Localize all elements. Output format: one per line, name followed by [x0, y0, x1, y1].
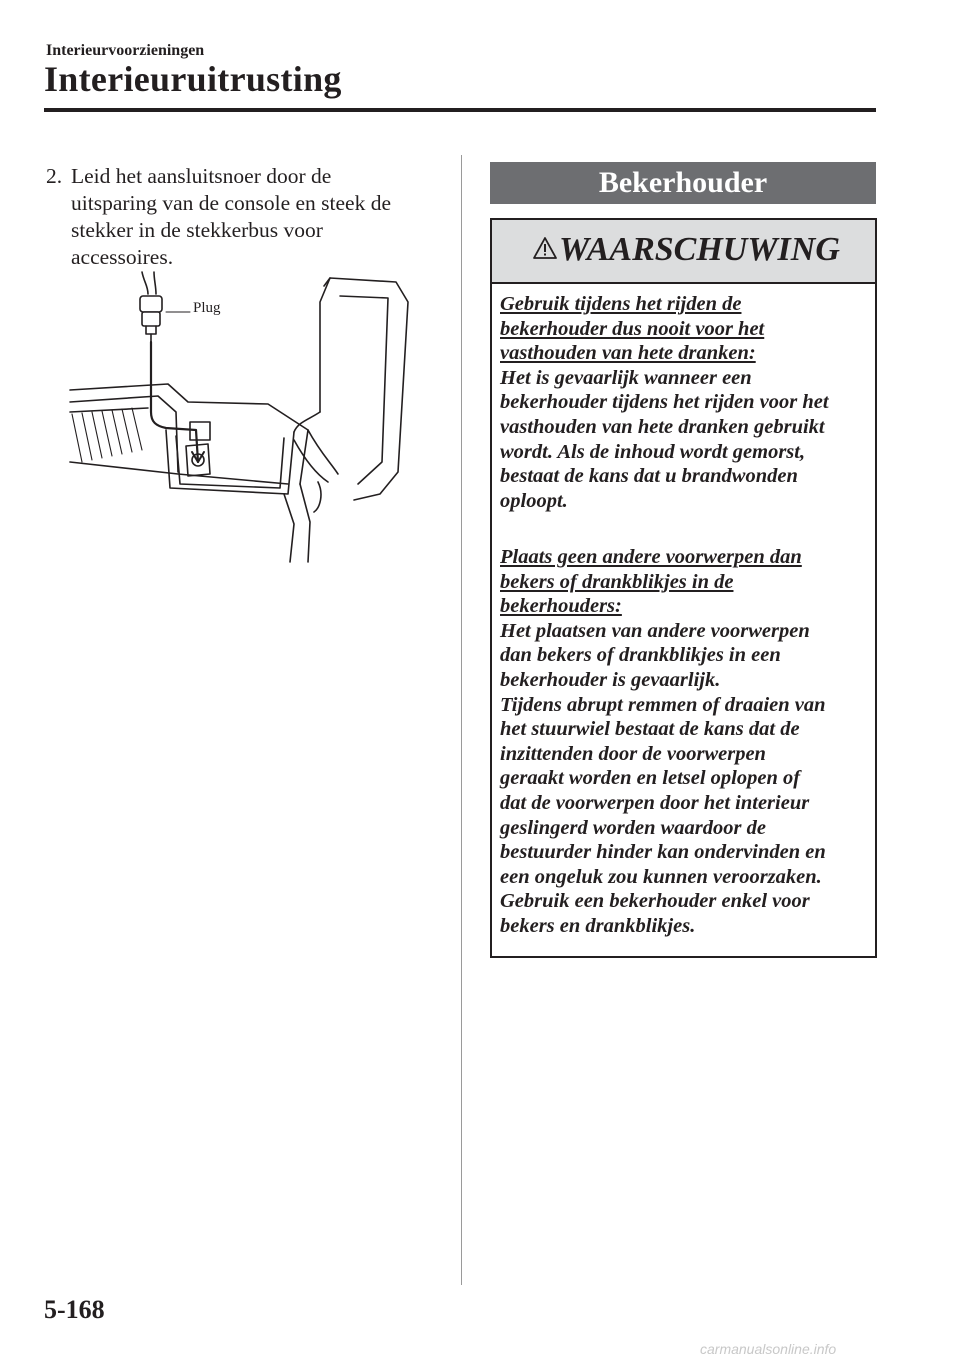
warning-paragraph: [500, 545, 870, 939]
warning-heading-line: bekers of drankblikjes in de: [500, 570, 734, 593]
warning-body-line: vasthouden van hete dranken gebruikt: [500, 415, 825, 438]
section-label: Interieurvoorzieningen: [46, 42, 205, 59]
warning-body-line: bekers en drankblikjes.: [500, 914, 696, 937]
step-line: uitsparing van de console en steek de: [71, 191, 392, 215]
step-line: accessoires.: [71, 245, 174, 269]
warning-body-line: Gebruik een bekerhouder enkel voor: [500, 890, 810, 913]
warning-heading-line: Gebruik tijdens het rijden de: [500, 293, 742, 315]
warning-body-line: een ongeluk zou kunnen veroorzaken.: [500, 865, 822, 888]
warning-heading-line: Plaats geen andere voorwerpen dan: [500, 546, 802, 568]
warning-body-line: Het plaatsen van andere voorwerpen: [500, 619, 810, 642]
warning-body-line: Tijdens abrupt remmen of draaien van: [500, 693, 826, 716]
page-number: 5-168: [44, 1295, 105, 1324]
warning-body-line: wordt. Als de inhoud wordt gemorst,: [500, 440, 806, 463]
section-heading: Bekerhouder: [490, 162, 876, 204]
warning-body-line: bestuurder hinder kan ondervinden en: [500, 841, 826, 864]
watermark: carmanualsonline.info: [700, 1341, 837, 1357]
warning-header: [492, 220, 875, 284]
step-2: [46, 163, 416, 271]
warning-body-line: bekerhouder is gevaarlijk.: [500, 668, 721, 691]
warning-body-line: het stuurwiel bestaat de kans dat de: [500, 718, 800, 741]
warning-body-line: inzittenden door de voorwerpen: [500, 742, 766, 765]
column-divider: [461, 155, 462, 1285]
warning-body-line: geraakt worden en letsel oplopen of: [500, 767, 801, 790]
warning-title: WAARSCHUWING: [559, 231, 840, 268]
step-text: [46, 163, 416, 271]
warning-box: [490, 218, 877, 958]
warning-body-line: dat de voorwerpen door het interieur: [500, 791, 810, 814]
step-number: 2.: [46, 164, 63, 188]
warning-heading-line: vasthouden van hete dranken:: [500, 342, 756, 365]
warning-body-line: bestaat de kans dat u brandwonden: [500, 465, 798, 488]
page-title: Interieuruitrusting: [44, 59, 342, 99]
warning-heading-line: bekerhouder dus nooit voor het: [500, 317, 765, 340]
warning-body-line: dan bekers of drankblikjes in een: [500, 644, 781, 667]
warning-heading-line: bekerhouders:: [500, 595, 622, 618]
warning-body-line: bekerhouder tijdens het rijden voor het: [500, 391, 829, 414]
warning-triangle-icon: [532, 236, 558, 260]
warning-body-line: Het is gevaarlijk wanneer een: [500, 366, 752, 389]
warning-body-line: oploopt.: [500, 489, 568, 512]
figure-plug-label: Plug: [193, 300, 221, 316]
step-line: Leid het aansluitsnoer door de: [71, 164, 332, 188]
console-plug-illustration: [58, 262, 418, 572]
header-rule: [44, 108, 876, 112]
warning-body-line: geslingerd worden waardoor de: [500, 816, 766, 839]
step-line: stekker in de stekkerbus voor: [71, 218, 323, 242]
warning-paragraph: [500, 292, 870, 513]
